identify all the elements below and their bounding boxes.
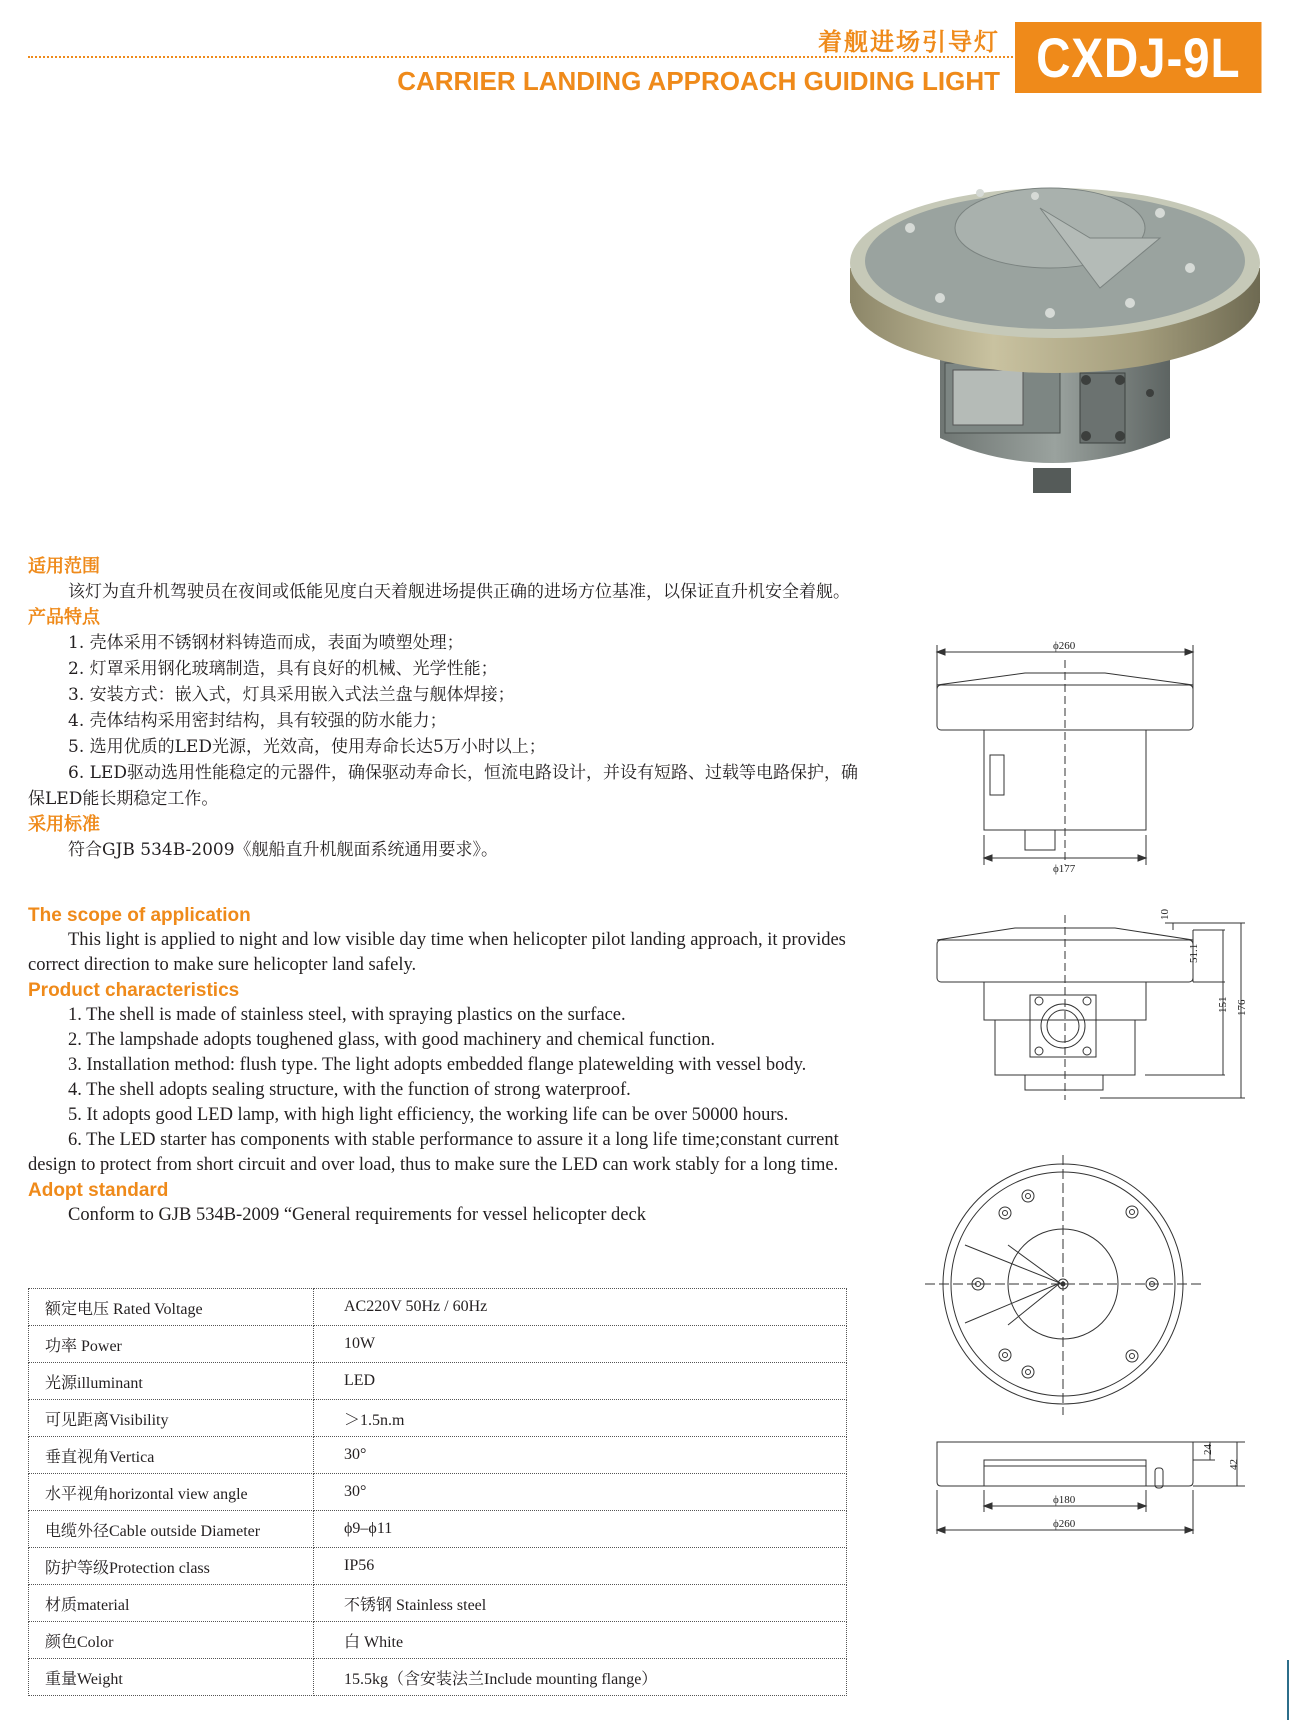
cn-standard-heading: 采用标准: [28, 814, 100, 835]
table-row: [29, 1548, 847, 1585]
en-feature-item: 3. Installation method: flush type. The light adopts embedded flange platewelding with vessel body.: [68, 1055, 807, 1075]
flange-section-drawing: [925, 1430, 1255, 1540]
dim-diameter-180: ϕ180: [1053, 1494, 1076, 1506]
table-row: [29, 1326, 847, 1363]
dim-height-24: 24: [1202, 1444, 1214, 1455]
spec-key: 电缆外径Cable outside Diameter: [29, 1511, 314, 1548]
dim-height-42: 42: [1228, 1459, 1240, 1470]
spec-value: 30°: [314, 1474, 847, 1511]
spec-key: 垂直视角Vertica: [29, 1437, 314, 1474]
en-feature-item: 4. The shell adopts sealing structure, with the function of strong waterproof.: [68, 1080, 631, 1100]
table-row: [29, 1289, 847, 1326]
specification-table: [28, 1288, 847, 1696]
en-scope-text: This light is applied to night and low visible day time when helicopter pilot landing approach, it provides correct direction to make sure helicopter land safely.: [28, 930, 846, 975]
english-description: [28, 903, 858, 1228]
product-photo: [850, 168, 1260, 513]
spec-value: IP56: [314, 1548, 847, 1585]
spec-key: 额定电压 Rated Voltage: [29, 1289, 314, 1326]
model-number-badge: CXDJ-9L: [1015, 22, 1262, 93]
en-feature-item: 1. The shell is made of stainless steel, with spraying plastics on the surface.: [68, 1005, 626, 1025]
chinese-description: [28, 554, 858, 863]
en-features-heading: Product characteristics: [28, 980, 240, 1001]
cn-feature-item: 1. 壳体采用不锈钢材料铸造而成，表面为喷塑处理；: [68, 633, 464, 653]
header-dotted-rule: [28, 56, 1013, 58]
spec-key: 可见距离Visibility: [29, 1400, 314, 1437]
table-row: [29, 1585, 847, 1622]
spec-key: 防护等级Protection class: [29, 1548, 314, 1585]
dim-diameter-177: ϕ177: [1053, 863, 1076, 875]
table-row: [29, 1363, 847, 1400]
spec-value: 白 White: [314, 1622, 847, 1659]
spec-key: 重量Weight: [29, 1659, 314, 1696]
cn-standard-text: 符合GJB 534B-2009《舰船直升机舰面系统通用要求》。: [68, 840, 499, 860]
cn-feature-item: 3. 安装方式：嵌入式，灯具采用嵌入式法兰盘与舰体焊接；: [68, 685, 515, 705]
dim-height-51: 51.1: [1188, 943, 1200, 963]
front-view-drawing: [925, 900, 1265, 1120]
cn-feature-item: 2. 灯罩采用钢化玻璃制造，具有良好的机械、光学性能；: [68, 659, 498, 679]
spec-value: ϕ9–ϕ11: [314, 1511, 847, 1548]
table-row: [29, 1400, 847, 1437]
spec-value: LED: [314, 1363, 847, 1400]
table-row: [29, 1511, 847, 1548]
en-standard-heading: Adopt standard: [28, 1180, 169, 1201]
spec-key: 水平视角horizontal view angle: [29, 1474, 314, 1511]
cn-scope-text: 该灯为直升机驾驶员在夜间或低能见度白天着舰进场提供正确的进场方位基准，以保证直升机安全着舰。: [68, 582, 850, 602]
spec-value: 不锈钢 Stainless steel: [314, 1585, 847, 1622]
spec-value: 30°: [314, 1437, 847, 1474]
en-scope-heading: The scope of application: [28, 905, 251, 926]
page-edge-marker: [1287, 1660, 1289, 1720]
side-view-drawing: [925, 640, 1215, 885]
spec-key: 颜色Color: [29, 1622, 314, 1659]
spec-key: 功率 Power: [29, 1326, 314, 1363]
dim-height-10: 10: [1159, 909, 1171, 920]
spec-key: 光源illuminant: [29, 1363, 314, 1400]
dim-height-176: 176: [1236, 999, 1248, 1016]
cn-feature-item: 5. 选用优质的LED光源，光效高，使用寿命长达5万小时以上；: [68, 737, 546, 757]
en-feature-item: 2. The lampshade adopts toughened glass, with good machinery and chemical function.: [68, 1030, 715, 1050]
dim-diameter-260-bottom: ϕ260: [1053, 1518, 1076, 1530]
dim-height-151: 151: [1217, 996, 1229, 1013]
title-chinese: 着舰进场引导灯: [818, 28, 1000, 56]
spec-key: 材质material: [29, 1585, 314, 1622]
top-view-drawing: [920, 1150, 1210, 1430]
cn-feature-item: 6. LED驱动选用性能稳定的元器件，确保驱动寿命长，恒流电路设计，并设有短路、过载等电路保护，确保LED能长期稳定工作。: [28, 763, 858, 809]
table-row: [29, 1622, 847, 1659]
en-feature-item: 5. It adopts good LED lamp, with high light efficiency, the working life can be over 50000 hours.: [68, 1105, 789, 1125]
en-feature-item: 6. The LED starter has components with stable performance to assure it a long life time;constant current design to protect from short circuit and over load, thus to make sure the LED can work stably for a long time.: [28, 1130, 839, 1175]
en-standard-text: Conform to GJB 534B-2009 “General requirements for vessel helicopter deck: [68, 1205, 646, 1225]
table-row: [29, 1659, 847, 1696]
spec-value: 10W: [314, 1326, 847, 1363]
cn-features-heading: 产品特点: [28, 607, 100, 628]
spec-value: 15.5kg（含安装法兰Include mounting flange）: [314, 1659, 847, 1696]
dim-diameter-260: ϕ260: [1053, 640, 1076, 652]
cn-feature-item: 4. 壳体结构采用密封结构，具有较强的防水能力；: [68, 711, 447, 731]
spec-value: AC220V 50Hz / 60Hz: [314, 1289, 847, 1326]
title-english: CARRIER LANDING APPROACH GUIDING LIGHT: [397, 66, 1000, 96]
spec-value: ＞1.5n.m: [314, 1400, 847, 1437]
table-row: [29, 1437, 847, 1474]
cn-scope-heading: 适用范围: [28, 556, 100, 577]
table-row: [29, 1474, 847, 1511]
